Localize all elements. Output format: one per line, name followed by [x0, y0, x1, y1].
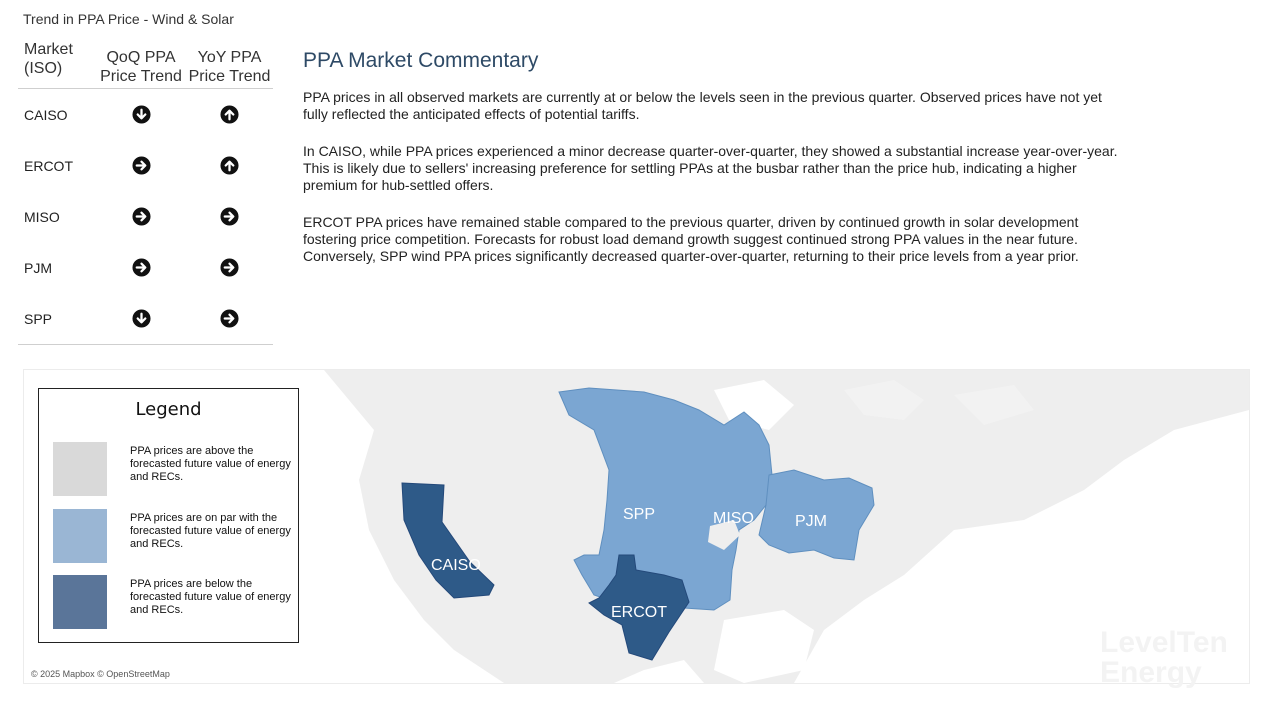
market-name: ERCOT	[24, 157, 73, 174]
leveltep-watermark-logo: LevelTen Energy	[1100, 626, 1228, 689]
arrow-right-circle-icon	[220, 207, 239, 226]
arrow-right-circle-icon	[132, 258, 151, 277]
arrow-down-circle-icon	[132, 309, 151, 328]
arrow-right-circle-icon	[132, 156, 151, 175]
market-name: PJM	[24, 259, 52, 276]
qoq-trend-cell	[96, 293, 186, 345]
yoy-trend-cell	[186, 293, 273, 345]
legend-swatch-on-par	[53, 509, 107, 563]
arrow-right-circle-icon	[132, 207, 151, 226]
map-label-spp: SPP	[623, 506, 656, 523]
table-row	[18, 242, 273, 293]
map-attribution[interactable]: © 2025 Mapbox © OpenStreetMap	[31, 669, 170, 679]
header-market: Market (ISO)	[18, 40, 96, 89]
header-yoy: YoY PPA Price Trend	[186, 40, 273, 89]
map-label-pjm: PJM	[795, 513, 827, 530]
table-row	[18, 140, 273, 191]
qoq-trend-cell	[96, 191, 186, 242]
commentary-title: PPA Market Commentary	[303, 49, 539, 72]
qoq-trend-cell	[96, 89, 186, 141]
legend-item-above	[53, 442, 293, 498]
legend-text: PPA prices are on par with the forecasted future value of energy and RECs.	[130, 512, 291, 550]
table-row	[18, 191, 273, 242]
commentary-paragraph: PPA prices in all observed markets are currently at or below the levels seen in the previous quarter. Observed prices have not yet fully reflected the anticipated effects of potential tariffs.	[303, 89, 1102, 122]
legend-swatch-below	[53, 575, 107, 629]
map-label-caiso: CAISO	[431, 557, 481, 574]
yoy-trend-cell	[186, 89, 273, 141]
iso-map[interactable]	[23, 369, 1250, 684]
legend-item-on-par	[53, 509, 293, 565]
market-commentary	[303, 49, 1118, 285]
header-qoq: QoQ PPA Price Trend	[96, 40, 186, 89]
market-name: MISO	[24, 208, 60, 225]
table-row	[18, 89, 273, 141]
legend-item-below	[53, 575, 293, 631]
legend-swatch-above	[53, 442, 107, 496]
yoy-trend-cell	[186, 242, 273, 293]
qoq-trend-cell	[96, 140, 186, 191]
map-label-miso: MISO	[713, 510, 754, 527]
arrow-up-circle-icon	[220, 156, 239, 175]
yoy-trend-cell	[186, 140, 273, 191]
page-title: Trend in PPA Price - Wind & Solar	[23, 11, 234, 27]
market-name: CAISO	[24, 106, 68, 123]
yoy-trend-cell	[186, 191, 273, 242]
arrow-right-circle-icon	[220, 309, 239, 328]
table-row	[18, 293, 273, 345]
legend-text: PPA prices are below the forecasted future value of energy and RECs.	[130, 578, 291, 616]
price-trend-table	[18, 40, 273, 345]
market-name: SPP	[18, 293, 96, 345]
map-legend	[38, 388, 299, 643]
arrow-down-circle-icon	[132, 105, 151, 124]
commentary-paragraph: In CAISO, while PPA prices experienced a minor decrease quarter-over-quarter, they showed a substantial increase year-over-year. This is likely due to sellers' increasing preference for settling PPAs at the busbar rather than the price hub, indicating a higher premium for hub-settled offers.	[303, 143, 1118, 193]
arrow-right-circle-icon	[220, 258, 239, 277]
arrow-up-circle-icon	[220, 105, 239, 124]
legend-title: Legend	[135, 399, 202, 420]
qoq-trend-cell	[96, 242, 186, 293]
map-label-ercot: ERCOT	[611, 604, 667, 621]
commentary-paragraph: ERCOT PPA prices have remained stable compared to the previous quarter, driven by continued growth in solar development fostering price competition. Forecasts for robust load demand growth suggest continued strong PPA values in the near future. Conversely, SPP wind PPA prices significantly decreased quarter-over-quarter, returning to their price levels from a year prior.	[303, 214, 1079, 264]
legend-text: PPA prices are above the forecasted future value of energy and RECs.	[130, 445, 291, 483]
